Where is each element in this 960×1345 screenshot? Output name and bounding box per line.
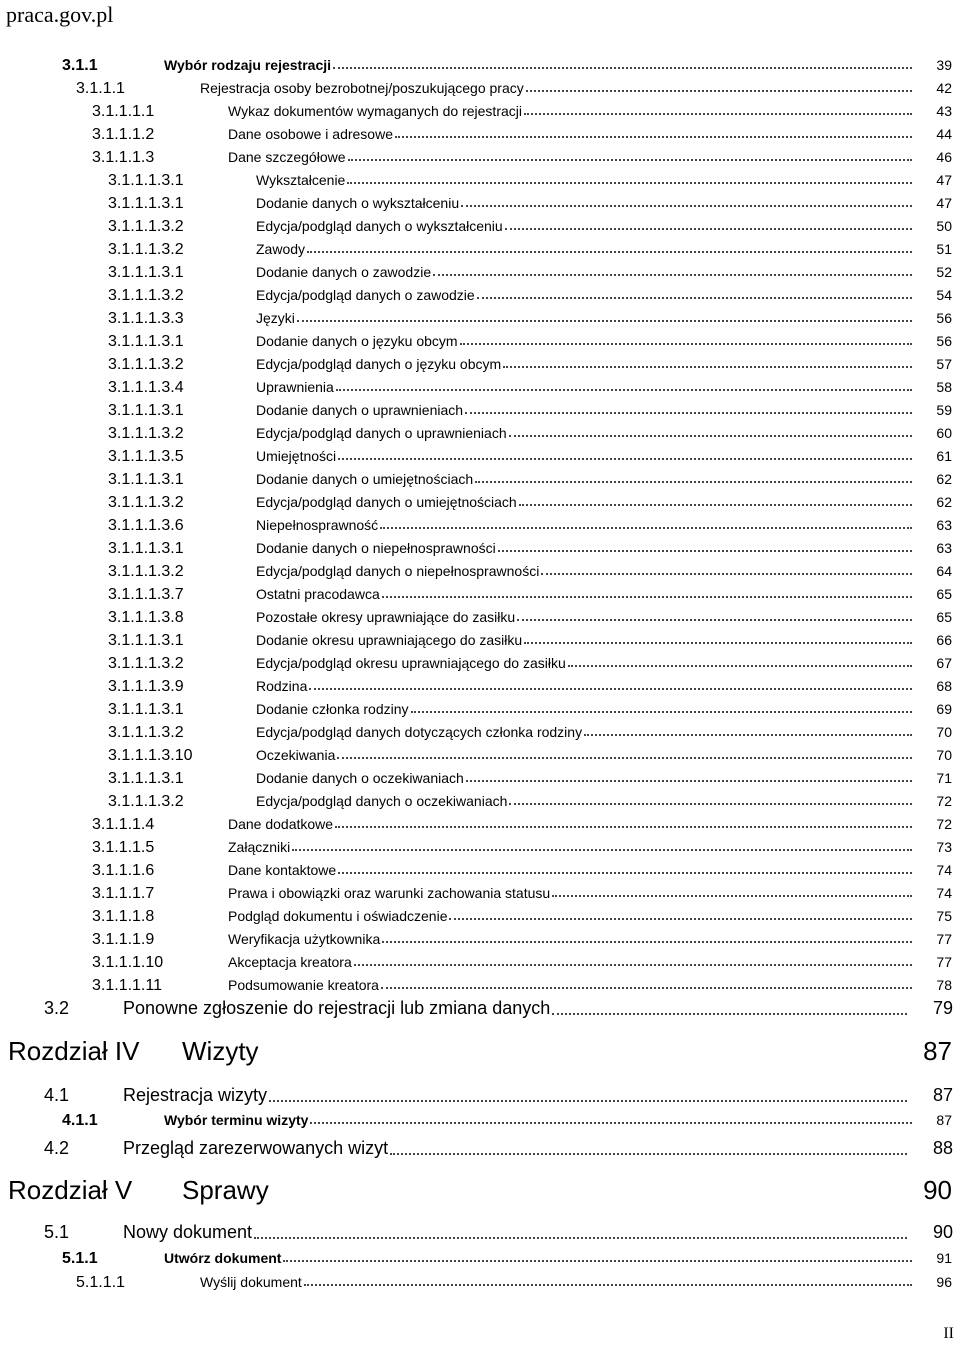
toc-entry-number: 4.1 <box>44 1085 70 1105</box>
toc-entry-number: 3.1.1.1.3.2 <box>108 563 184 580</box>
toc-entry-page: 52 <box>936 264 952 280</box>
toc-entry-title: Oczekiwania <box>256 747 336 763</box>
dot-leader <box>541 573 912 575</box>
toc-entry-page: 69 <box>936 701 952 717</box>
toc-entry-page: 58 <box>936 379 952 395</box>
toc-entry-title: Uprawnienia <box>256 379 334 395</box>
toc-entry-page: 64 <box>936 563 952 579</box>
toc-entry-number: 3.1.1.1.3.1 <box>108 770 184 787</box>
toc-entry-number: 3.1.1.1.3.1 <box>108 264 184 281</box>
toc-entry-title: Dane kontaktowe <box>228 862 337 878</box>
toc-entry-title: Załączniki <box>228 839 291 855</box>
toc-entry-page: 78 <box>936 977 952 993</box>
toc-entry-number: 3.1.1.1.3.2 <box>108 287 184 304</box>
toc-entry-number: 3.1.1.1.3.6 <box>108 517 184 534</box>
dot-leader <box>335 826 912 828</box>
toc-entry-page: 77 <box>936 931 952 947</box>
dot-leader <box>505 228 912 230</box>
toc-entry-page: 74 <box>936 885 952 901</box>
toc-entry-number: 3.1.1.1.3.2 <box>108 655 184 672</box>
dot-leader <box>461 205 912 207</box>
toc-entry-title: Weryfikacja użytkownika <box>228 931 381 947</box>
dot-leader <box>526 90 912 92</box>
toc-entry-page: 56 <box>936 333 952 349</box>
toc-entry-title: Zawody <box>256 241 306 257</box>
toc-entry-number: 5.1.1 <box>62 1250 98 1267</box>
dot-leader <box>395 136 912 138</box>
dot-leader <box>568 665 912 667</box>
toc-entry-title: Akceptacja kreatora <box>228 954 352 970</box>
toc-entry-title: Dane dodatkowe <box>228 816 334 832</box>
toc-entry-number: 3.1.1.1.10 <box>92 954 164 971</box>
dot-leader <box>477 297 912 299</box>
toc-entry-page: 70 <box>936 724 952 740</box>
toc-entry-number: Rozdział IV <box>8 1036 140 1066</box>
toc-entry-number: 3.1.1.1.3.4 <box>108 379 184 396</box>
toc-entry-page: 90 <box>923 1175 952 1205</box>
toc-entry-page: 74 <box>936 862 952 878</box>
toc-entry-page: 68 <box>936 678 952 694</box>
dot-leader <box>449 918 912 920</box>
toc-entry-page: 88 <box>932 1138 953 1158</box>
toc-entry-number: 3.1.1.1.3.1 <box>108 172 184 189</box>
toc-entry-title: Umiejętności <box>256 448 337 464</box>
toc-entry-title: Przegląd zarezerwowanych wizyt <box>123 1138 389 1158</box>
toc-entry-page: 87 <box>932 1085 953 1105</box>
toc-entry-title: Wykształcenie <box>256 172 346 188</box>
dot-leader <box>307 251 912 253</box>
dot-leader <box>382 596 912 598</box>
toc-entry-page: 51 <box>936 241 952 257</box>
toc-entry-number: 3.1.1.1.5 <box>92 839 155 856</box>
toc-entry-page: 65 <box>936 609 952 625</box>
dot-leader <box>390 1153 907 1155</box>
toc-entry-title: Edycja/podgląd danych o oczekiwaniach <box>256 793 508 809</box>
toc-entry-page: 59 <box>936 402 952 418</box>
toc-entry-title: Dodanie danych o niepełnosprawności <box>256 540 496 556</box>
toc-entry-page: 57 <box>936 356 952 372</box>
toc-entry-page: 50 <box>936 218 952 234</box>
toc-entry-number: 3.1.1.1.3.2 <box>108 793 184 810</box>
toc-entry-number: 5.1 <box>44 1222 70 1242</box>
dot-leader <box>503 366 912 368</box>
dot-leader <box>348 159 912 161</box>
toc-entry-number: 3.1.1.1.3.7 <box>108 586 184 603</box>
toc-entry-page: 65 <box>936 586 952 602</box>
toc-entry-title: Dodanie danych o wykształceniu <box>256 195 460 211</box>
toc-entry-number: 3.1.1.1 <box>76 80 125 97</box>
toc-entry-page: 75 <box>936 908 952 924</box>
toc-entry-page: 70 <box>936 747 952 763</box>
toc-entry-page: 79 <box>932 998 953 1018</box>
toc-entry-number: 3.1.1.1.3.1 <box>108 195 184 212</box>
toc-entry-number: 3.1.1.1.8 <box>92 908 155 925</box>
toc-entry-page: 71 <box>936 770 952 786</box>
toc-entry-page: 96 <box>936 1274 952 1290</box>
toc-entry-number: 3.1.1.1.3.5 <box>108 448 184 465</box>
toc-entry-number: 3.1.1.1.3.1 <box>108 632 184 649</box>
toc-entry-page: 66 <box>936 632 952 648</box>
toc-entry-number: 3.1.1.1.7 <box>92 885 155 902</box>
dot-leader <box>584 734 912 736</box>
toc-entry-number: 3.1.1 <box>62 57 98 74</box>
toc-entry-page: 67 <box>936 655 952 671</box>
toc-entry-title: Dodanie danych o języku obcym <box>256 333 458 349</box>
toc-entry-number: 3.1.1.1.3.2 <box>108 724 184 741</box>
dot-leader <box>292 849 912 851</box>
toc-entry-number: 3.1.1.1.3.2 <box>108 218 184 235</box>
toc-entry-page: 56 <box>936 310 952 326</box>
toc-entry-number: 3.1.1.1.3.1 <box>108 471 184 488</box>
dot-leader <box>466 780 912 782</box>
toc-entry-title: Wybór rodzaju rejestracji <box>164 57 332 73</box>
toc-entry-page: 87 <box>936 1112 952 1128</box>
toc-entry-title: Niepełnosprawność <box>256 517 379 533</box>
toc-entry-number: 3.1.1.1.3.8 <box>108 609 184 626</box>
toc-entry-title: Dodanie danych o umiejętnościach <box>256 471 474 487</box>
toc-entry-title: Dodanie danych o oczekiwaniach <box>256 770 464 786</box>
dot-leader <box>552 1013 907 1015</box>
dot-leader <box>333 67 912 69</box>
dot-leader <box>475 481 912 483</box>
toc-entry-page: 63 <box>936 540 952 556</box>
toc-entry-number: 4.1.1 <box>62 1112 98 1129</box>
dot-leader <box>519 504 912 506</box>
toc-entry-title: Edycja/podgląd danych o wykształceniu <box>256 218 503 234</box>
toc-entry-page: 72 <box>936 816 952 832</box>
toc-entry-number: 3.1.1.1.3.2 <box>108 425 184 442</box>
toc-entry-title: Utwórz dokument <box>164 1250 282 1266</box>
toc-entry-page: 39 <box>936 57 952 73</box>
toc-entry-title: Rejestracja osoby bezrobotnej/poszukującego pracy <box>200 80 524 96</box>
toc-entry-number: 3.1.1.1.3.1 <box>108 333 184 350</box>
toc-entry-number: 3.1.1.1.3.3 <box>108 310 184 327</box>
toc-entry-title: Edycja/podgląd danych dotyczących członka rodziny <box>256 724 583 740</box>
toc-entry-number: 3.1.1.1.3.1 <box>108 701 184 718</box>
toc-entry-page: 60 <box>936 425 952 441</box>
toc-entry-number: 3.1.1.1.4 <box>92 816 155 833</box>
toc-entry-page: 87 <box>923 1036 952 1066</box>
dot-leader <box>337 757 912 759</box>
toc-entry-page: 43 <box>936 103 952 119</box>
toc-entry-title: Podgląd dokumentu i oświadczenie <box>228 908 448 924</box>
toc-entry-page: 44 <box>936 126 952 142</box>
toc-entry-number: 3.1.1.1.3.1 <box>108 402 184 419</box>
toc-entry-number: 3.1.1.1.3.2 <box>108 494 184 511</box>
toc-entry-title: Edycja/podgląd danych o umiejętnościach <box>256 494 517 510</box>
dot-leader <box>283 1260 912 1262</box>
toc-entry-title: Edycja/podgląd danych o języku obcym <box>256 356 502 372</box>
toc-entry-title: Dodanie członka rodziny <box>256 701 409 717</box>
toc-entry-title: Dodanie danych o zawodzie <box>256 264 432 280</box>
dot-leader <box>517 619 912 621</box>
toc-entry-title: Nowy dokument <box>123 1222 253 1242</box>
toc-entry-number: 3.1.1.1.1 <box>92 103 155 120</box>
dot-leader <box>498 550 912 552</box>
toc-entry-title: Edycja/podgląd danych o niepełnosprawności <box>256 563 540 579</box>
toc-entry-number: 3.1.1.1.3.1 <box>108 540 184 557</box>
toc-entry-title: Prawa i obowiązki oraz warunki zachowania statusu <box>228 885 551 901</box>
toc-entry-page: 63 <box>936 517 952 533</box>
toc-entry-title: Wybór terminu wizyty <box>164 1112 309 1128</box>
toc-entry-page: 47 <box>936 172 952 188</box>
toc-entry-number: 3.1.1.1.3.2 <box>108 356 184 373</box>
dot-leader <box>465 412 912 414</box>
dot-leader <box>433 274 912 276</box>
toc-entry-page: 73 <box>936 839 952 855</box>
toc-entry-number: 3.1.1.1.3 <box>92 149 155 166</box>
toc-entry-title: Edycja/podgląd danych o uprawnieniach <box>256 425 507 441</box>
site-header: praca.gov.pl <box>6 2 114 27</box>
dot-leader <box>254 1237 907 1239</box>
toc-entry-title: Ostatni pracodawca <box>256 586 380 602</box>
toc-entry-title: Rejestracja wizyty <box>123 1085 268 1105</box>
toc-entry-number: 3.1.1.1.3.9 <box>108 678 184 695</box>
toc-entry-number: 3.2 <box>44 998 70 1018</box>
page-number: II <box>943 1325 954 1342</box>
dot-leader <box>336 389 912 391</box>
toc-entry-number: 3.1.1.1.3.10 <box>108 747 193 764</box>
toc-entry-number: 3.1.1.1.3.2 <box>108 241 184 258</box>
toc-entry-title: Pozostałe okresy uprawniające do zasiłku <box>256 609 516 625</box>
toc-entry-title: Edycja/podgląd okresu uprawniającego do zasiłku <box>256 655 566 671</box>
dot-leader <box>524 642 912 644</box>
toc-entry-page: 42 <box>936 80 952 96</box>
toc-entry-title: Dane osobowe i adresowe <box>228 126 393 142</box>
toc-entry-title: Rodzina <box>256 678 308 694</box>
toc-entry-title: Wykaz dokumentów wymaganych do rejestracji <box>228 103 522 119</box>
toc-entry-title: Sprawy <box>182 1175 269 1205</box>
toc-entry-number: 5.1.1.1 <box>76 1274 125 1291</box>
toc-entry-title: Wyślij dokument <box>200 1274 302 1290</box>
toc-entry-title: Dane szczegółowe <box>228 149 346 165</box>
toc-entry-title: Wizyty <box>182 1036 259 1066</box>
dot-leader <box>524 113 912 115</box>
toc-entry-title: Edycja/podgląd danych o zawodzie <box>256 287 475 303</box>
dot-leader <box>509 803 912 805</box>
toc-entry-title: Ponowne zgłoszenie do rejestracji lub zmiana danych <box>123 998 551 1018</box>
toc-entry-page: 62 <box>936 494 952 510</box>
toc-entry-number: 3.1.1.1.11 <box>92 977 162 994</box>
dot-leader <box>297 320 912 322</box>
dot-leader <box>382 941 912 943</box>
toc-entry-page: 91 <box>936 1250 952 1266</box>
toc-entry-number: 3.1.1.1.9 <box>92 931 155 948</box>
toc-entry-number: 3.1.1.1.6 <box>92 862 155 879</box>
dot-leader <box>310 1122 912 1124</box>
toc-entry-title: Dodanie danych o uprawnieniach <box>256 402 464 418</box>
dot-leader <box>460 343 912 345</box>
dot-leader <box>309 688 912 690</box>
toc-entry-number: 4.2 <box>44 1138 70 1158</box>
dot-leader <box>338 872 912 874</box>
toc-entry-page: 46 <box>936 149 952 165</box>
dot-leader <box>411 711 912 713</box>
toc-entry-title: Dodanie okresu uprawniającego do zasiłku <box>256 632 523 648</box>
toc-entry-page: 47 <box>936 195 952 211</box>
toc-entry-title: Podsumowanie kreatora <box>228 977 379 993</box>
dot-leader <box>347 182 912 184</box>
toc-entry-number: Rozdział V <box>8 1175 133 1205</box>
dot-leader <box>552 895 912 897</box>
toc-entry-page: 90 <box>932 1222 953 1242</box>
dot-leader <box>304 1284 912 1286</box>
toc-entry-title: Języki <box>256 310 295 326</box>
dot-leader <box>380 527 912 529</box>
toc-entry-page: 61 <box>936 448 952 464</box>
toc-entry-page: 54 <box>936 287 952 303</box>
dot-leader <box>509 435 912 437</box>
dot-leader <box>354 964 912 966</box>
dot-leader <box>381 987 912 989</box>
toc-entry-page: 72 <box>936 793 952 809</box>
toc-entry-page: 62 <box>936 471 952 487</box>
toc-entry-page: 77 <box>936 954 952 970</box>
toc-entry-number: 3.1.1.1.2 <box>92 126 155 143</box>
dot-leader <box>338 458 912 460</box>
dot-leader <box>269 1100 907 1102</box>
